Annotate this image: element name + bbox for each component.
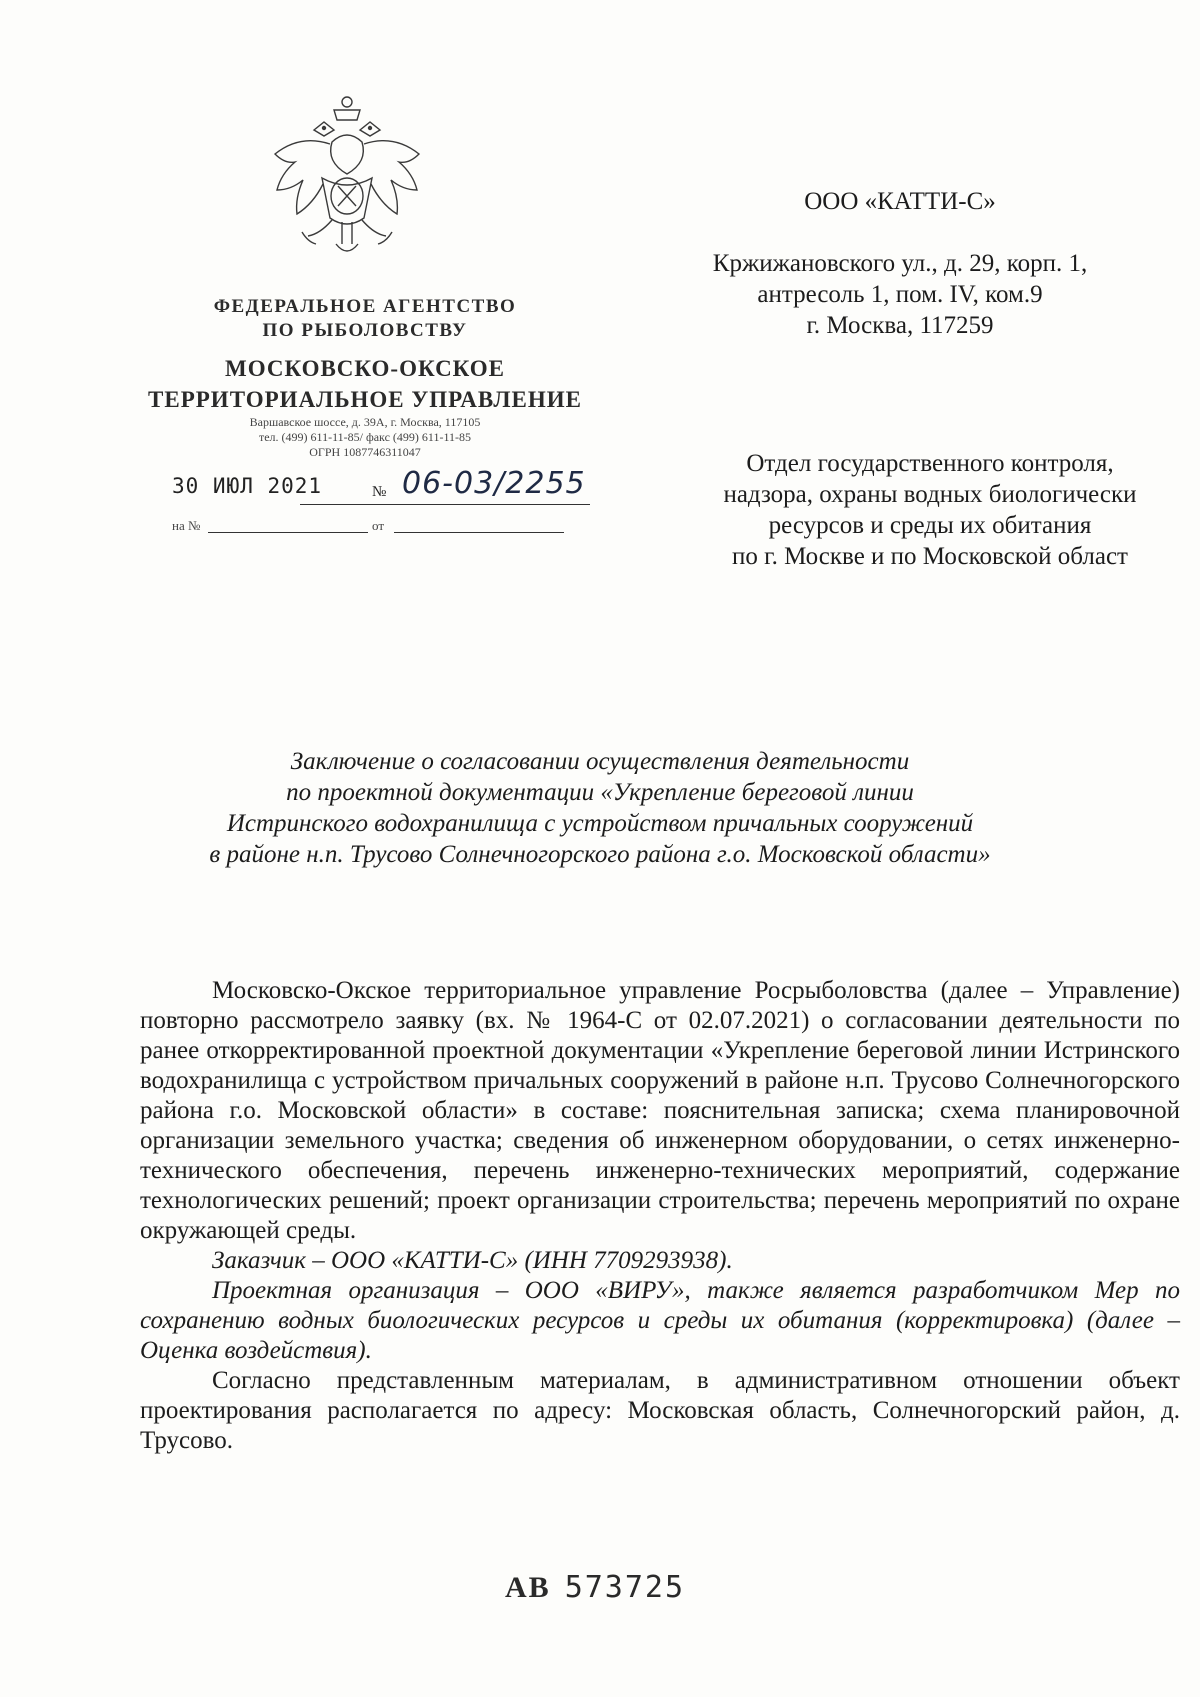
title-line: Истринского водохранилища с устройством причальных сооружений <box>226 810 974 837</box>
letter-body <box>140 976 1180 1456</box>
body-paragraph-designer: Проектная организация – ООО «ВИРУ», также является разработчиком Мер по сохранению водных биологических ресурсов и среды их обитания (корректировка) (далее – Оценка воздействия). <box>140 1277 1180 1364</box>
department-line: ресурсов и среды их обитания <box>768 512 1092 539</box>
department-line: надзора, охраны водных биологически <box>723 481 1137 508</box>
body-paragraph-customer: Заказчик – ООО «КАТТИ-С» (ИНН 7709293938). <box>212 1247 733 1274</box>
body-paragraph-location: Согласно представленным материалам, в административном отношении объект проектирования располагается по адресу: Московская область, Солнечногорский район, д. Трусово. <box>140 1367 1180 1454</box>
reference-line <box>172 518 592 540</box>
office-ogrn: ОГРН 1087746311047 <box>309 445 421 459</box>
title-line: по проектной документации «Укрепление береговой линии <box>286 779 914 806</box>
copy-recipient-department <box>630 448 1200 572</box>
title-line: в районе н.п. Трусово Солнечногорского района г.о. Московской области» <box>209 841 991 868</box>
agency-name-line2: ПО РЫБОЛОВСТВУ <box>262 320 468 341</box>
recipient-address <box>620 248 1180 341</box>
recipient-company: ООО «КАТТИ-С» <box>804 188 996 215</box>
reference-date-label: от <box>372 518 385 533</box>
recipient-address-line: антресоль 1, пом. IV, ком.9 <box>757 281 1043 308</box>
office-name-line1: МОСКОВСКО-ОКСКОЕ <box>224 356 506 381</box>
reference-number-blank <box>208 532 368 533</box>
office-phones: тел. (499) 611-11-85/ факс (499) 611-11-85 <box>258 430 472 444</box>
office-name-line2: ТЕРРИТОРИАЛЬНОЕ УПРАВЛЕНИЕ <box>148 387 582 412</box>
document-title <box>190 746 1010 870</box>
reference-date-blank <box>394 532 564 533</box>
registration-line <box>172 466 592 506</box>
coat-of-arms-emblem <box>262 92 432 272</box>
reference-number-label: на № <box>172 518 201 533</box>
department-line: по г. Москве и по Московской област <box>732 543 1128 570</box>
registration-number-handwritten: 06-03/2255 <box>402 466 586 501</box>
form-series: АВ <box>505 1571 551 1604</box>
body-paragraph-review: Московско-Окское территориальное управление Росрыболовства (далее – Управление) повторно рассмотрело заявку (вх. № 1964-С от 02.07.2021) о согласовании деятельности по ранее откорректированной проектной документации «Укрепление береговой линии Истринского водохранилища с устройством причальных сооружений в районе н.п. Трусово Солнечногорского района г.о. Московской области» в составе: пояснительная записка; схема планировочной организации земельного участка; сведения об инженерном оборудовании, о сетях инженерно-технического обеспечения, перечень инженерно-технических мероприятий, содержание технологических решений; проект организации строительства; перечень мероприятий по охране окружающей среды. <box>140 977 1180 1244</box>
form-serial-number <box>505 1570 685 1605</box>
office-address: Варшавское шоссе, д. 39А, г. Москва, 117105 <box>249 415 481 429</box>
agency-name-line1: ФЕДЕРАЛЬНОЕ АГЕНТСТВО <box>213 296 517 317</box>
registration-rule <box>300 504 590 505</box>
issuing-authority-block <box>130 295 600 460</box>
form-number: 573725 <box>564 1570 686 1605</box>
registration-date-stamp: 30 ИЮЛ 2021 <box>172 474 323 498</box>
department-line: Отдел государственного контроля, <box>746 450 1114 477</box>
title-line: Заключение о согласовании осуществления деятельности <box>290 748 910 775</box>
recipient-address-line: Кржижановского ул., д. 29, корп. 1, <box>712 250 1088 277</box>
recipient-address-line: г. Москва, 117259 <box>806 312 994 339</box>
registration-number-label: № <box>372 484 387 500</box>
